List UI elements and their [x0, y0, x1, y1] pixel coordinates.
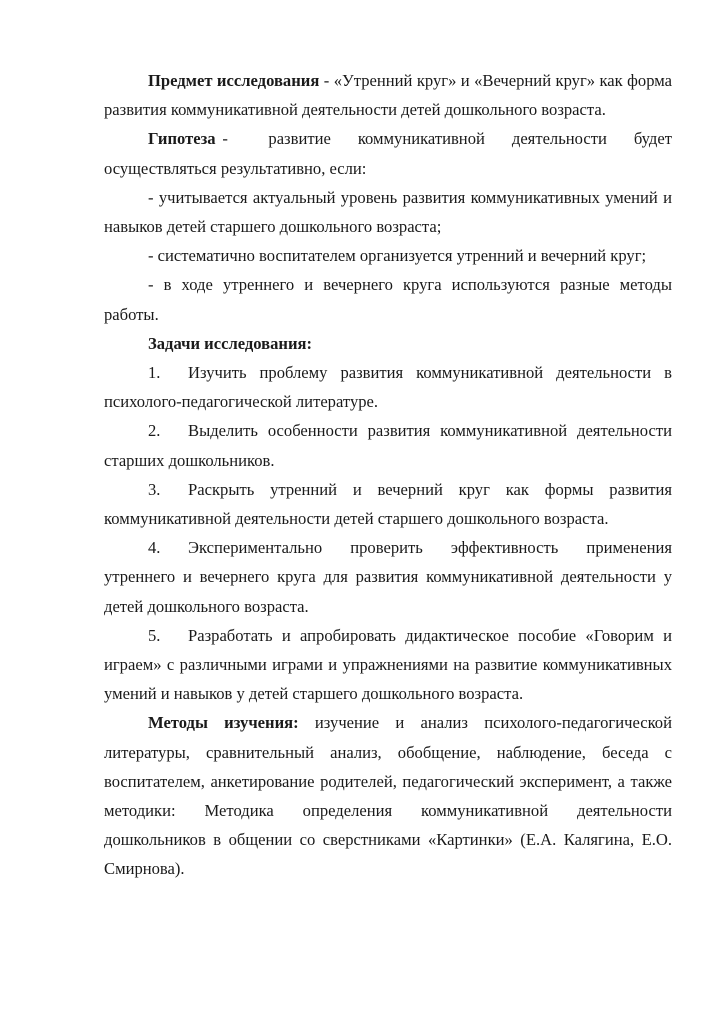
subject-paragraph	[104, 66, 672, 124]
task-text: Экспериментально проверить эффективность применения утреннего и вечернего круга для развития коммуникативной деятельности у детей дошкольного возраста.	[104, 538, 672, 616]
hypothesis-condition-3: - в ходе утреннего и вечернего круга используются разные методы работы.	[104, 275, 672, 324]
task-item-4	[104, 533, 672, 621]
hypothesis-label: Гипотеза	[148, 129, 216, 149]
subject-label: Предмет исследования	[148, 71, 320, 90]
task-item-1	[104, 358, 672, 416]
task-number: 4.	[148, 538, 161, 558]
document-page	[104, 66, 677, 884]
task-number: 1.	[148, 363, 161, 383]
tasks-heading: Задачи исследования:	[148, 333, 313, 353]
task-number: 5.	[148, 625, 161, 645]
subject-text: - «Утренний круг» и «Вечерний круг» как форма развития коммуникативной деятельности детей дошкольного возраста.	[104, 71, 672, 120]
task-text: Разработать и апробировать дидактическое пособие «Говорим и играем» с различными играми и упражнениями на развитие коммуникативных умений и навыков у детей старшего дошкольного возраста.	[104, 625, 672, 704]
hypothesis-text: - развитие коммуникативной деятельности будет осуществляться результативно, если:	[104, 129, 677, 178]
methods-text: изучение и анализ психолого-педагогической литературы, сравнительный анализ, обобщение, наблюдение, беседа с воспитателем, анкетирование родителей, педагогический эксперимент, а также методики: Методика определения коммуникативной деятельности дошкольников в общении со сверстниками «Картинки» (Е.А. Калягина, Е.О. Смирнова).	[104, 713, 672, 879]
task-number: 3.	[148, 479, 161, 499]
hypothesis-paragraph	[104, 124, 677, 182]
task-number: 2.	[148, 421, 161, 441]
task-text: Раскрыть утренний и вечерний круг как формы развития коммуникативной деятельности детей старшего дошкольного возраста.	[104, 479, 672, 529]
task-item-2	[104, 416, 672, 474]
task-text: Выделить особенности развития коммуникативной деятельности старших дошкольников.	[104, 421, 672, 470]
task-item-5	[104, 621, 672, 709]
hypothesis-condition-1: - учитывается актуальный уровень развития коммуникативных умений и навыков детей старшего дошкольного возраста;	[104, 187, 672, 237]
methods-paragraph	[104, 708, 672, 883]
task-text: Изучить проблему развития коммуникативной деятельности в психолого-педагогической литературе.	[104, 363, 672, 412]
task-item-3	[104, 475, 672, 533]
hypothesis-condition-2: - систематично воспитателем организуется утренний и вечерний круг;	[148, 246, 647, 266]
methods-label: Методы изучения:	[148, 713, 299, 733]
